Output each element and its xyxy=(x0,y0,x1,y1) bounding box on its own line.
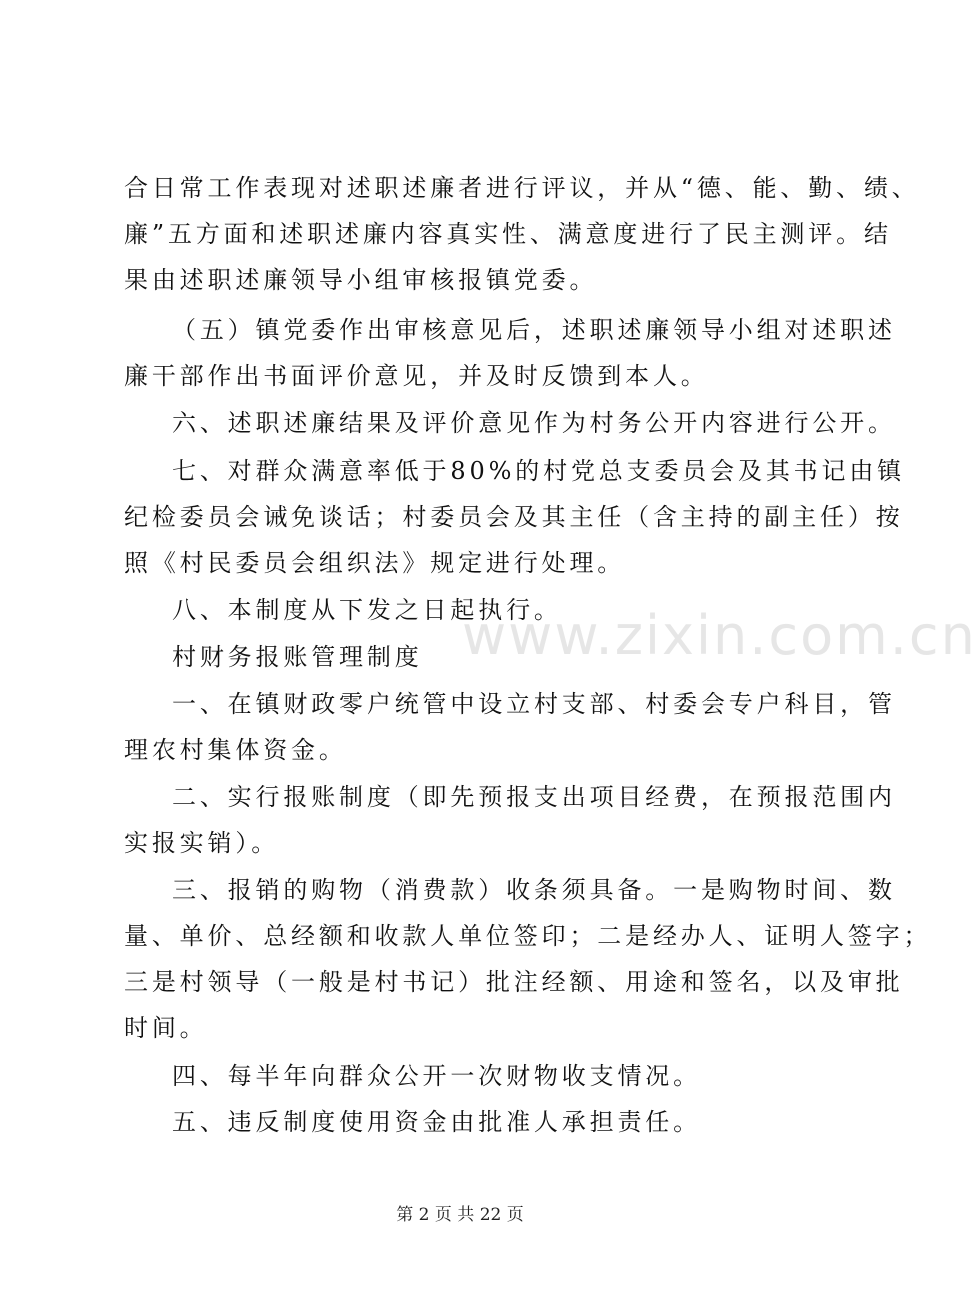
text-line: 三、报销的购物（消费款）收条须具备。一是购物时间、数 xyxy=(172,876,896,904)
text-line: 二、实行报账制度（即先预报支出项目经费，在预报范围内 xyxy=(172,783,896,811)
text-line: 三是村领导（一般是村书记）批注经额、用途和签名，以及审批 xyxy=(124,968,904,996)
text-line: 廉”五方面和述职述廉内容真实性、满意度进行了民主测评。结 xyxy=(124,220,892,248)
text-line: 时间。 xyxy=(124,1014,208,1042)
text-line: 四、每半年向群众公开一次财物收支情况。 xyxy=(172,1062,701,1090)
text-line: 八、本制度从下发之日起执行。 xyxy=(172,596,562,624)
watermark: www.zixin.com.cn xyxy=(462,604,977,667)
text-line: 纪检委员会诫免谈话；村委员会及其主任（含主持的副主任）按 xyxy=(124,503,904,531)
text-line: （五）镇党委作出审核意见后，述职述廉领导小组对述职述 xyxy=(172,316,896,344)
text-line: 照《村民委员会组织法》规定进行处理。 xyxy=(124,549,626,577)
text-line: 一、在镇财政零户统管中设立村支部、村委会专户科目，管 xyxy=(172,690,896,718)
section-title: 村财务报账管理制度 xyxy=(172,643,423,671)
text-line: 理农村集体资金。 xyxy=(124,736,347,764)
text-line: 实报实销）。 xyxy=(124,829,280,857)
text-line: 果由述职述廉领导小组审核报镇党委。 xyxy=(124,266,598,294)
text-line: 七、对群众满意率低于80%的村党总支委员会及其书记由镇 xyxy=(172,457,906,485)
text-line: 五、违反制度使用资金由批准人承担责任。 xyxy=(172,1108,701,1136)
text-line: 六、述职述廉结果及评价意见作为村务公开内容进行公开。 xyxy=(172,409,896,437)
text-line: 廉干部作出书面评价意见，并及时反馈到本人。 xyxy=(124,362,709,390)
text-line: 量、单价、总经额和收款人单位签印；二是经办人、证明人签字； xyxy=(124,922,932,950)
text-line: 合日常工作表现对述职述廉者进行评议，并从“德、能、勤、绩、 xyxy=(124,174,920,202)
page-footer: 第 2 页 共 22 页 xyxy=(396,1205,524,1225)
